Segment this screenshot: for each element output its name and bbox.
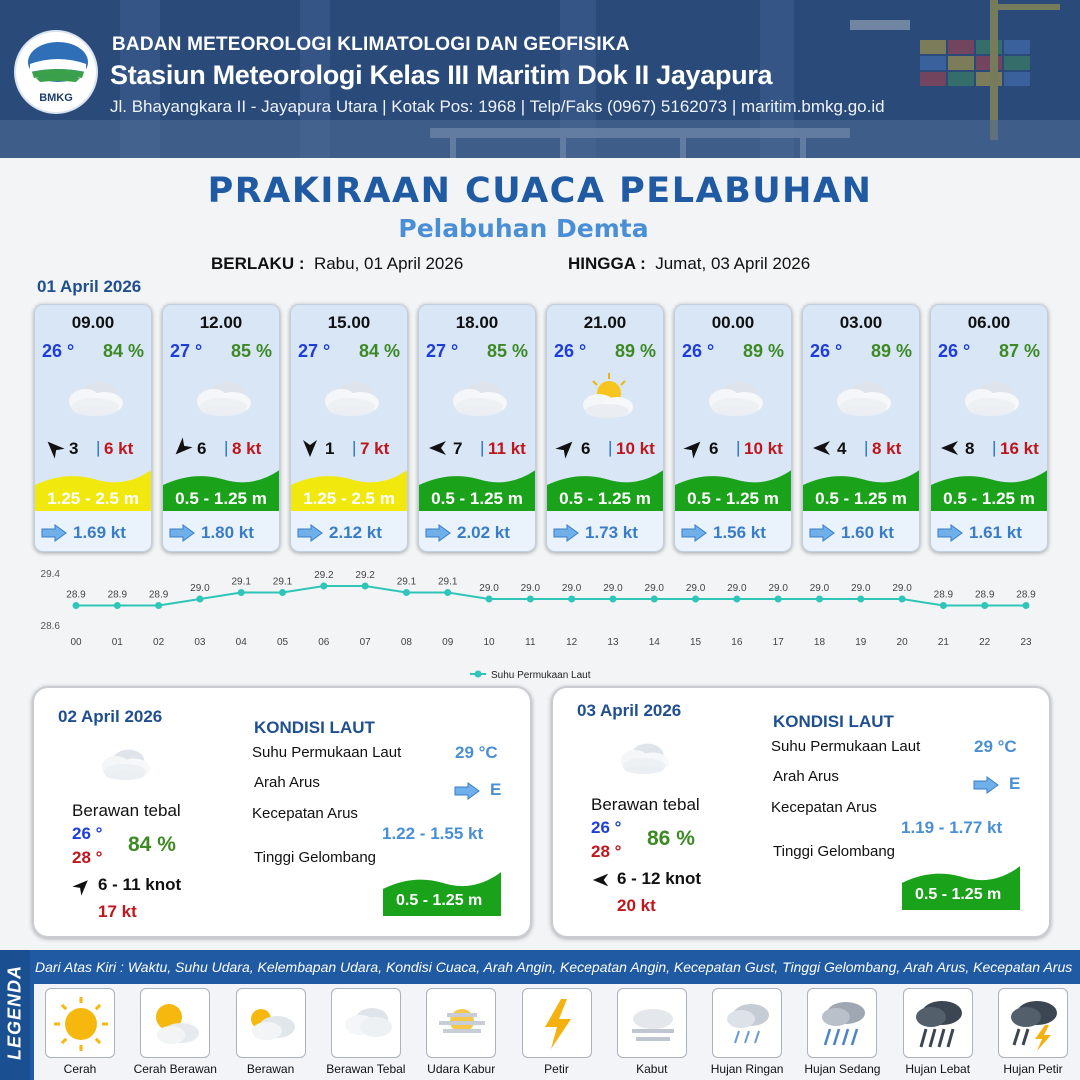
humidity: 89 % bbox=[614, 341, 656, 361]
air-temperature: 26 ° bbox=[682, 341, 715, 361]
wind-separator: | bbox=[736, 438, 741, 457]
wind-direction-arrow-icon bbox=[683, 437, 705, 459]
wind-separator: | bbox=[864, 438, 869, 457]
sst-data-point bbox=[1023, 602, 1030, 609]
sst-data-label: 28.9 bbox=[1016, 589, 1036, 601]
x-tick-label: 05 bbox=[276, 637, 289, 648]
x-tick-label: 17 bbox=[772, 637, 784, 648]
forecast-time: 06.00 bbox=[967, 313, 1011, 332]
current-direction-arrow-icon bbox=[169, 524, 195, 542]
wave-height: 1.25 - 2.5 m bbox=[47, 489, 139, 508]
sst-data-point bbox=[651, 596, 658, 603]
sst-data-point bbox=[857, 596, 864, 603]
berawan-tebal-weather-icon bbox=[59, 369, 129, 425]
air-temperature: 27 ° bbox=[170, 341, 203, 361]
wind-direction-arrow-icon bbox=[811, 437, 833, 459]
legend-item-label: Berawan bbox=[246, 1062, 295, 1076]
arah-arus-label: Arah Arus bbox=[773, 768, 839, 785]
humidity: 84 % bbox=[128, 833, 176, 856]
sst-data-point bbox=[362, 583, 369, 590]
wave-height: 0.5 - 1.25 m bbox=[559, 489, 651, 508]
berawan-tebal-weather-icon bbox=[699, 369, 769, 425]
wind-speed: 8 bbox=[965, 439, 975, 458]
wave-height: 0.5 - 1.25 m bbox=[815, 489, 907, 508]
sst-data-label: 28.9 bbox=[933, 589, 954, 601]
humidity: 85 % bbox=[230, 341, 272, 361]
legend-item-label: Udara Kabur bbox=[427, 1062, 496, 1076]
sst-data-label: 29.0 bbox=[768, 583, 788, 594]
wind-speed: 6 bbox=[197, 439, 207, 458]
forecast-time: 00.00 bbox=[711, 313, 755, 332]
wind-direction-arrow-icon bbox=[591, 870, 611, 890]
wave-height: 0.5 - 1.25 m bbox=[943, 489, 1035, 508]
air-temperature: 26 ° bbox=[938, 341, 971, 361]
panel-date: 02 April 2026 bbox=[58, 707, 163, 726]
legend-item-label: Hujan Ringan bbox=[710, 1062, 784, 1076]
berawan-icon bbox=[236, 988, 306, 1058]
kondisi-laut-title: KONDISI LAUT bbox=[773, 712, 894, 731]
page-subtitle: Pelabuhan Demta bbox=[398, 214, 649, 243]
gust-speed: 10 kt bbox=[744, 439, 783, 458]
x-tick-label: 01 bbox=[111, 637, 123, 648]
legend-item bbox=[608, 988, 696, 1076]
current-direction-arrow-icon bbox=[297, 524, 323, 542]
sst-data-label: 29.0 bbox=[685, 583, 706, 594]
y-tick-label: 29.4 bbox=[40, 569, 60, 580]
legend-item-label: Berawan Tebal bbox=[326, 1062, 406, 1076]
current-speed: 2.02 kt bbox=[457, 523, 510, 542]
wind-direction-arrow-icon bbox=[555, 437, 577, 459]
wind-direction-arrow-icon bbox=[939, 437, 961, 459]
legend-description: Dari Atas Kiri : Waktu, Suhu Udara, Kelembapan Udara, Kondisi Cuaca, Arah Angin, Kecepatan Angin, Kecepatan Gust, Tinggi Gelombang, Arah Arus, Kecepatan Arus bbox=[35, 959, 1073, 975]
hourly-card bbox=[546, 304, 664, 552]
legend-item bbox=[322, 988, 410, 1076]
x-tick-label: 20 bbox=[896, 637, 908, 648]
gust-speed: 20 kt bbox=[617, 896, 656, 915]
x-tick-label: 22 bbox=[979, 637, 991, 648]
sst-data-label: 29.0 bbox=[190, 583, 210, 594]
x-tick-label: 13 bbox=[607, 637, 619, 648]
sst-data-label: 29.0 bbox=[727, 583, 747, 594]
legend-item-label: Hujan Sedang bbox=[804, 1062, 881, 1076]
humidity: 87 % bbox=[998, 341, 1040, 361]
current-speed: 1.56 kt bbox=[713, 523, 766, 542]
wind-row bbox=[39, 437, 149, 461]
humidity: 89 % bbox=[870, 341, 912, 361]
weather-condition: Berawan tebal bbox=[72, 801, 181, 820]
sst-data-point bbox=[403, 589, 410, 596]
sst-data-point bbox=[444, 589, 451, 596]
air-temperature: 27 ° bbox=[426, 341, 459, 361]
x-tick-label: 04 bbox=[235, 637, 247, 648]
sst-data-point bbox=[73, 602, 80, 609]
hourly-card bbox=[34, 304, 152, 552]
temp-max: 28 ° bbox=[72, 848, 103, 867]
wave-height: 0.5 - 1.25 m bbox=[431, 489, 523, 508]
x-tick-label: 02 bbox=[153, 637, 165, 648]
humidity: 89 % bbox=[742, 341, 784, 361]
valid-from-label: BERLAKU : bbox=[211, 254, 305, 273]
x-tick-label: 18 bbox=[813, 637, 826, 648]
daily-panel-day2 bbox=[32, 686, 532, 938]
air-temperature: 27 ° bbox=[298, 341, 331, 361]
gust-speed: 6 kt bbox=[104, 439, 134, 458]
x-tick-label: 15 bbox=[690, 637, 702, 648]
legend-item-label: Hujan Petir bbox=[1003, 1062, 1063, 1076]
wind-separator: | bbox=[608, 438, 613, 457]
wind-separator: | bbox=[352, 438, 357, 457]
tinggi-gelombang-label: Tinggi Gelombang bbox=[773, 843, 896, 860]
humidity: 84 % bbox=[102, 341, 144, 361]
berawan-tebal-weather-icon bbox=[611, 732, 675, 782]
temp-max: 28 ° bbox=[591, 842, 622, 861]
hourly-card bbox=[930, 304, 1048, 552]
kecepatan-arus-label: Kecepatan Arus bbox=[771, 799, 877, 816]
air-temperature: 26 ° bbox=[42, 341, 75, 361]
wind-row bbox=[935, 437, 1045, 461]
berawan-tebal-weather-icon bbox=[827, 369, 897, 425]
sst-data-label: 29.1 bbox=[231, 576, 251, 588]
legend-item-label: Petir bbox=[544, 1062, 569, 1076]
current-direction: E bbox=[1009, 774, 1021, 793]
sst-data-point bbox=[238, 589, 245, 596]
current-direction-arrow-icon bbox=[425, 524, 451, 542]
hujan-petir-icon bbox=[998, 988, 1068, 1058]
wind-separator: | bbox=[224, 438, 229, 457]
wave-height: 0.5 - 1.25 m bbox=[687, 489, 779, 508]
panel-date: 03 April 2026 bbox=[577, 701, 682, 720]
x-tick-label: 21 bbox=[937, 637, 949, 648]
hourly-card bbox=[802, 304, 920, 552]
sst-series-line bbox=[76, 586, 1026, 606]
valid-from bbox=[211, 254, 463, 274]
sst-data-point bbox=[196, 596, 203, 603]
sst-data-label: 28.9 bbox=[107, 589, 128, 601]
y-tick-label: 28.6 bbox=[40, 621, 60, 632]
wind-speed: 6 bbox=[709, 439, 719, 458]
legend-item bbox=[417, 988, 505, 1076]
sst-data-label: 28.9 bbox=[66, 589, 86, 601]
hourly-card bbox=[290, 304, 408, 552]
sst-data-label: 29.0 bbox=[603, 583, 623, 594]
legend-title: LEGENDA bbox=[4, 965, 25, 1061]
petir-icon bbox=[522, 988, 592, 1058]
forecast-time: 03.00 bbox=[839, 313, 883, 332]
wind-row bbox=[423, 437, 533, 461]
cerah-berawan-icon bbox=[140, 988, 210, 1058]
hujan-sedang-icon bbox=[807, 988, 877, 1058]
sst-data-label: 28.9 bbox=[974, 589, 995, 601]
current-direction-arrow-icon bbox=[454, 782, 480, 800]
hujan-lebat-icon bbox=[903, 988, 973, 1058]
page-title: PRAKIRAAN CUACA PELABUHAN bbox=[207, 171, 873, 211]
valid-to-label: HINGGA : bbox=[568, 254, 646, 273]
gust-speed: 10 kt bbox=[616, 439, 655, 458]
sst-label: Suhu Permukaan Laut bbox=[771, 738, 921, 755]
kabut-icon bbox=[617, 988, 687, 1058]
sst-data-label: 29.0 bbox=[479, 583, 499, 594]
berawan-tebal-weather-icon bbox=[443, 369, 513, 425]
arah-arus-label: Arah Arus bbox=[254, 774, 320, 791]
sst-data-point bbox=[692, 596, 699, 603]
sst-data-point bbox=[816, 596, 823, 603]
wind-row bbox=[807, 437, 917, 461]
air-temperature: 26 ° bbox=[810, 341, 843, 361]
daily-panel-day3 bbox=[551, 686, 1051, 938]
wind-range: 6 - 12 knot bbox=[617, 869, 702, 888]
berawan-tebal-icon bbox=[331, 988, 401, 1058]
wind-direction-arrow-icon bbox=[72, 876, 92, 896]
tinggi-gelombang-label: Tinggi Gelombang bbox=[254, 849, 377, 866]
valid-to-value: Jumat, 03 April 2026 bbox=[655, 254, 811, 273]
temp-min: 26 ° bbox=[72, 824, 103, 843]
x-tick-label: 23 bbox=[1020, 637, 1032, 648]
berawan-tebal-weather-icon bbox=[315, 369, 385, 425]
valid-from-value: Rabu, 01 April 2026 bbox=[313, 254, 464, 273]
x-tick-label: 00 bbox=[70, 637, 82, 648]
wave-height: 1.25 - 2.5 m bbox=[303, 489, 395, 508]
sst-data-point bbox=[279, 589, 286, 596]
legend-series-label: Suhu Permukaan Laut bbox=[491, 670, 591, 681]
wind-separator: | bbox=[992, 438, 997, 457]
wave-height: 0.5 - 1.25 m bbox=[175, 489, 267, 508]
legend-item-label: Cerah Berawan bbox=[133, 1062, 217, 1076]
forecast-time: 09.00 bbox=[71, 313, 115, 332]
wind-direction-arrow-icon bbox=[43, 437, 65, 459]
wind-row bbox=[551, 437, 661, 461]
legend-items bbox=[34, 984, 1080, 1080]
sst-data-label: 29.1 bbox=[396, 576, 417, 588]
header-banner bbox=[0, 0, 1080, 158]
wind-row bbox=[679, 437, 789, 461]
sst-data-point bbox=[733, 596, 740, 603]
legend-bar bbox=[0, 950, 1080, 1080]
legend-item bbox=[513, 988, 601, 1076]
wave-height: 0.5 - 1.25 m bbox=[915, 886, 1002, 903]
current-speed-range: 1.19 - 1.77 kt bbox=[901, 818, 1003, 837]
x-tick-label: 03 bbox=[194, 637, 206, 648]
kondisi-laut-title: KONDISI LAUT bbox=[254, 718, 375, 737]
legend-item-label: Hujan Lebat bbox=[905, 1062, 971, 1076]
wind-range: 6 - 11 knot bbox=[98, 875, 182, 894]
legend-item bbox=[798, 988, 886, 1076]
legend-item-label: Kabut bbox=[636, 1062, 668, 1076]
x-tick-label: 06 bbox=[318, 637, 330, 648]
sst-data-label: 29.1 bbox=[272, 576, 293, 588]
air-temperature: 26 ° bbox=[554, 341, 587, 361]
x-tick-label: 11 bbox=[525, 637, 536, 648]
x-tick-label: 10 bbox=[483, 637, 495, 648]
sst-data-label: 29.2 bbox=[314, 570, 334, 581]
legend-item bbox=[227, 988, 315, 1076]
hourly-forecast-cards bbox=[34, 304, 1054, 552]
hourly-card bbox=[162, 304, 280, 552]
wind-speed: 1 bbox=[325, 439, 335, 458]
current-direction-arrow-icon bbox=[973, 776, 999, 794]
current-speed: 2.12 kt bbox=[329, 523, 382, 542]
kecepatan-arus-label: Kecepatan Arus bbox=[252, 805, 358, 822]
sst-data-point bbox=[609, 596, 616, 603]
hourly-card bbox=[418, 304, 536, 552]
current-direction: E bbox=[490, 780, 502, 799]
current-speed-range: 1.22 - 1.55 kt bbox=[382, 824, 484, 843]
berawan-tebal-weather-icon bbox=[187, 369, 257, 425]
sst-data-label: 29.0 bbox=[809, 583, 830, 594]
current-direction-arrow-icon bbox=[41, 524, 67, 542]
current-speed: 1.60 kt bbox=[841, 523, 894, 542]
sst-data-label: 29.0 bbox=[561, 583, 582, 594]
sst-data-label: 29.0 bbox=[520, 583, 541, 594]
humidity: 85 % bbox=[486, 341, 528, 361]
legend-item bbox=[989, 988, 1077, 1076]
legend-item bbox=[703, 988, 791, 1076]
x-tick-label: 09 bbox=[442, 637, 454, 648]
logo-text: BMKG bbox=[39, 92, 73, 104]
valid-to bbox=[568, 254, 810, 274]
sst-data-point bbox=[940, 602, 947, 609]
gust-speed: 17 kt bbox=[98, 902, 137, 921]
sst-data-label: 28.9 bbox=[148, 589, 169, 601]
current-speed: 1.61 kt bbox=[969, 523, 1022, 542]
x-tick-label: 07 bbox=[359, 637, 371, 648]
wind-row bbox=[167, 437, 277, 461]
agency-name: BADAN METEOROLOGI KLIMATOLOGI DAN GEOFISIKA bbox=[112, 34, 630, 55]
legend-item bbox=[894, 988, 982, 1076]
current-speed: 1.69 kt bbox=[73, 523, 126, 542]
wind-separator: | bbox=[96, 438, 101, 457]
forecast-time: 21.00 bbox=[583, 313, 627, 332]
wave-height: 0.5 - 1.25 m bbox=[396, 892, 483, 909]
hourly-card bbox=[674, 304, 792, 552]
wind-speed: 6 bbox=[581, 439, 591, 458]
legend-side bbox=[0, 950, 30, 1080]
bmkg-logo bbox=[14, 30, 98, 114]
sst-data-label: 29.0 bbox=[892, 583, 912, 594]
current-direction-arrow-icon bbox=[681, 524, 707, 542]
x-tick-label: 16 bbox=[731, 637, 743, 648]
cerah-icon bbox=[45, 988, 115, 1058]
sst-line-chart bbox=[30, 565, 1050, 685]
wind-speed: 4 bbox=[837, 439, 847, 458]
wind-separator: | bbox=[480, 438, 485, 457]
x-tick-label: 19 bbox=[855, 637, 867, 648]
x-tick-label: 08 bbox=[400, 637, 412, 648]
sst-data-point bbox=[155, 602, 162, 609]
humidity: 84 % bbox=[358, 341, 400, 361]
legend-item bbox=[131, 988, 219, 1076]
station-name: Stasiun Meteorologi Kelas III Maritim Dok II Jayapura bbox=[110, 60, 773, 90]
legend-swatch-dot bbox=[475, 671, 482, 678]
gust-speed: 8 kt bbox=[232, 439, 262, 458]
legend-item bbox=[36, 988, 124, 1076]
udara-kabur-icon bbox=[426, 988, 496, 1058]
forecast-time: 18.00 bbox=[455, 313, 499, 332]
sst-data-label: 29.1 bbox=[438, 576, 458, 588]
berawan-tebal-weather-icon bbox=[92, 738, 156, 788]
wind-direction-arrow-icon bbox=[299, 437, 321, 459]
temp-min: 26 ° bbox=[591, 818, 622, 837]
wind-speed: 3 bbox=[69, 439, 79, 458]
humidity: 86 % bbox=[647, 827, 695, 850]
wind-row bbox=[295, 437, 405, 461]
hujan-ringan-icon bbox=[712, 988, 782, 1058]
sst-data-point bbox=[899, 596, 906, 603]
x-tick-label: 12 bbox=[566, 637, 578, 648]
gust-speed: 16 kt bbox=[1000, 439, 1039, 458]
sst-data-point bbox=[981, 602, 988, 609]
gust-speed: 8 kt bbox=[872, 439, 902, 458]
sst-label: Suhu Permukaan Laut bbox=[252, 744, 402, 761]
berawan-tebal-weather-icon bbox=[955, 369, 1025, 425]
sst-data-label: 29.0 bbox=[851, 583, 871, 594]
gust-speed: 7 kt bbox=[360, 439, 390, 458]
current-speed: 1.73 kt bbox=[585, 523, 638, 542]
sst-data-point bbox=[775, 596, 782, 603]
cerah-berawan-weather-icon bbox=[571, 369, 641, 425]
sst-value: 29 °C bbox=[455, 743, 498, 762]
station-address: Jl. Bhayangkara II - Jayapura Utara | Kotak Pos: 1968 | Telp/Faks (0967) 5162073 | maritim.bmkg.go.id bbox=[110, 97, 885, 116]
sst-data-point bbox=[568, 596, 575, 603]
current-speed: 1.80 kt bbox=[201, 523, 254, 542]
forecast-time: 12.00 bbox=[199, 313, 243, 332]
legend-item-label: Cerah bbox=[63, 1062, 97, 1076]
current-direction-arrow-icon bbox=[937, 524, 963, 542]
gust-speed: 11 kt bbox=[488, 439, 526, 458]
current-direction-arrow-icon bbox=[553, 524, 579, 542]
day1-date-label: 01 April 2026 bbox=[37, 277, 142, 296]
forecast-time: 15.00 bbox=[327, 313, 371, 332]
sst-value: 29 °C bbox=[974, 737, 1017, 756]
sst-data-label: 29.0 bbox=[644, 583, 664, 594]
sst-data-point bbox=[486, 596, 493, 603]
current-direction-arrow-icon bbox=[809, 524, 835, 542]
sst-data-label: 29.2 bbox=[355, 570, 375, 581]
sst-data-point bbox=[320, 583, 327, 590]
weather-condition: Berawan tebal bbox=[591, 795, 700, 814]
wind-speed: 7 bbox=[453, 439, 463, 458]
sst-data-point bbox=[527, 596, 534, 603]
sst-data-point bbox=[114, 602, 121, 609]
wind-direction-arrow-icon bbox=[427, 437, 449, 459]
x-tick-label: 14 bbox=[648, 637, 660, 648]
wind-direction-arrow-icon bbox=[171, 437, 193, 459]
